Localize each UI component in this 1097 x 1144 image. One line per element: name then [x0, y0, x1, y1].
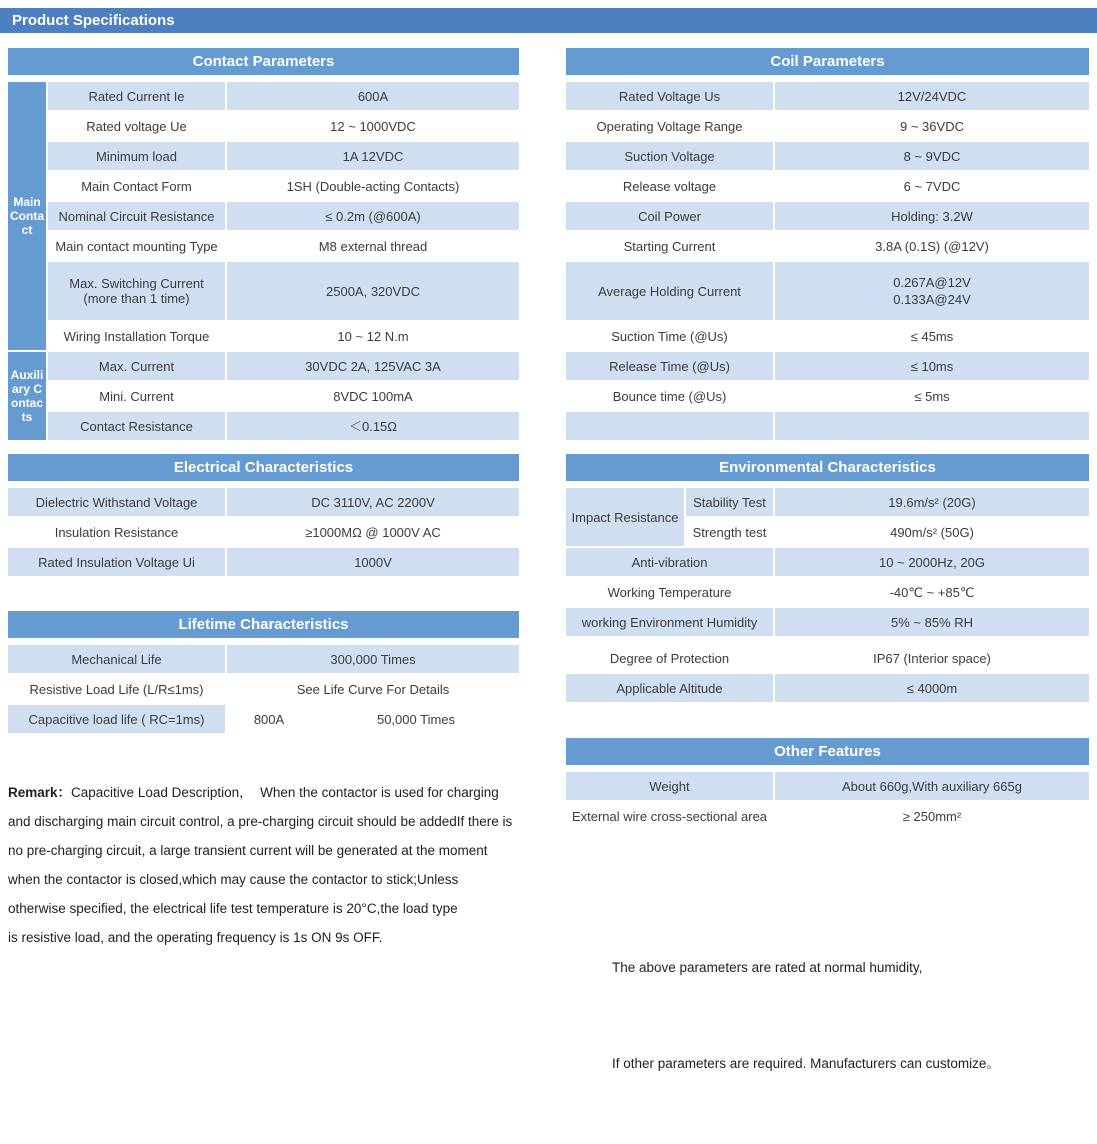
row-value: 1A 12VDC [227, 142, 519, 170]
row-label: Rated voltage Ue [86, 118, 187, 134]
coil-parameters-header: Coil Parameters [566, 48, 1089, 75]
row-value: ≤ 10ms [775, 352, 1089, 380]
footer-note-line1: The above parameters are rated at normal humidity, [612, 960, 923, 975]
row-label: Release voltage [622, 178, 717, 194]
row-value: 12V/24VDC [775, 82, 1089, 110]
row-value: 19.6m/s² (20G) [775, 488, 1089, 516]
row-value: 1000V [227, 548, 519, 576]
row-value: ≥ 250mm² [902, 808, 962, 824]
electrical-characteristics-table [8, 454, 519, 576]
row-value-empty [775, 412, 1089, 440]
lifetime-characteristics-grid [8, 645, 519, 733]
row-value-current: 800A [253, 711, 285, 727]
row-label: Mechanical Life [8, 645, 225, 673]
row-value: About 660g,With auxiliary 665g [775, 772, 1089, 800]
row-value: 490m/s² (50G) [890, 524, 974, 540]
row-label: Degree of Protection [609, 650, 730, 666]
other-features-grid [566, 772, 1089, 830]
row-value-line1: 0.267A@12V [893, 275, 971, 290]
row-value: ≤ 4000m [775, 674, 1089, 702]
row-label-empty [566, 412, 773, 440]
row-value: 8VDC 100mA [333, 388, 413, 404]
row-value: 10 ~ 2000Hz, 20G [775, 548, 1089, 576]
row-label: Mini. Current [99, 388, 174, 404]
row-value: 30VDC 2A, 125VAC 3A [227, 352, 519, 380]
coil-parameters-grid [566, 82, 1089, 440]
row-value: 3.8A (0.1S) (@12V) [875, 238, 989, 254]
row-label: Operating Voltage Range [596, 118, 743, 134]
row-label: Capacitive load life ( RC=1ms) [8, 705, 225, 733]
row-label: Dielectric Withstand Voltage [8, 488, 225, 516]
row-label: Rated Insulation Voltage Ui [8, 548, 225, 576]
other-features-table [566, 738, 1089, 830]
row-value: 10 ~ 12 N.m [337, 328, 409, 344]
row-label: Working Temperature [607, 584, 732, 600]
row-value: ≤ 5ms [914, 388, 950, 404]
electrical-characteristics-grid [8, 488, 519, 576]
row-value: See Life Curve For Details [296, 681, 450, 697]
row-label: Main Contact Form [81, 178, 192, 194]
footer-note [566, 888, 1089, 1144]
electrical-characteristics-header: Electrical Characteristics [8, 454, 519, 481]
remark-text: Capacitive Load Description， When the contactor is used for charging [71, 785, 499, 800]
row-label: Resistive Load Life (L/R≤1ms) [29, 681, 204, 697]
row-label: Coil Power [566, 202, 773, 230]
group-label-auxiliary-contacts: Auxiliary Contacts [8, 352, 46, 440]
row-value: 2500A, 320VDC [227, 262, 519, 320]
row-value: 5% ~ 85% RH [775, 608, 1089, 636]
environmental-characteristics-table [566, 454, 1089, 702]
row-label: Suction Time (@Us) [611, 328, 728, 344]
remark-line: no pre-charging circuit, a large transient current will be generated at the moment [8, 843, 488, 858]
page-title: Product Specifications [0, 8, 1097, 33]
row-label: Main contact mounting Type [55, 238, 218, 254]
impact-resistance-label: Impact Resistance [566, 488, 684, 546]
environmental-characteristics-header: Environmental Characteristics [566, 454, 1089, 481]
row-value: ≤ 0.2m (@600A) [227, 202, 519, 230]
row-value: 12 ~ 1000VDC [330, 118, 416, 134]
remark-line: and discharging main circuit control, a pre-charging circuit should be addedIf there is [8, 814, 513, 829]
row-value: Holding: 3.2W [775, 202, 1089, 230]
environmental-grid-bottom [566, 644, 1089, 702]
row-value: 6 ~ 7VDC [903, 178, 961, 194]
row-label: Applicable Altitude [566, 674, 773, 702]
right-column [566, 48, 1089, 1144]
row-label: Max. Current [48, 352, 225, 380]
row-label: Rated Voltage Us [566, 82, 773, 110]
row-label: Max. Switching Current (more than 1 time) [48, 262, 225, 320]
row-value: 600A [227, 82, 519, 110]
contact-parameters-table [8, 48, 519, 440]
row-value: 8 ~ 9VDC [775, 142, 1089, 170]
lifetime-characteristics-table [8, 611, 519, 733]
row-value: 9 ~ 36VDC [900, 118, 964, 134]
row-label: working Environment Humidity [566, 608, 773, 636]
left-column [8, 48, 519, 952]
row-sublabel: Stability Test [686, 488, 773, 516]
row-value: 1SH (Double-acting Contacts) [286, 178, 460, 194]
remark-line: otherwise specified, the electrical life test temperature is 20°C,the load type [8, 901, 458, 916]
remark-line: is resistive load, and the operating frequency is 1s ON 9s OFF. [8, 930, 383, 945]
group-label-main-contact: Main Contact [8, 82, 46, 350]
remark-line [8, 778, 519, 807]
row-label: Starting Current [623, 238, 716, 254]
remark-line: when the contactor is closed,which may cause the contactor to stick;Unless [8, 872, 459, 887]
row-value-line2: 0.133A@24V [893, 292, 971, 307]
lifetime-characteristics-header: Lifetime Characteristics [8, 611, 519, 638]
row-label: Rated Current Ie [48, 82, 225, 110]
coil-parameters-table [566, 48, 1089, 440]
row-label: Minimum load [48, 142, 225, 170]
row-label: External wire cross-sectional area [571, 808, 768, 824]
row-sublabel: Strength test [692, 524, 767, 540]
row-value: -40℃ ~ +85℃ [889, 584, 975, 600]
row-value-split [227, 705, 519, 733]
row-label: Bounce time (@Us) [612, 388, 727, 404]
row-value: M8 external thread [318, 238, 428, 254]
contact-parameters-header: Contact Parameters [8, 48, 519, 75]
row-value: 300,000 Times [227, 645, 519, 673]
other-features-header: Other Features [566, 738, 1089, 765]
contact-parameters-grid [8, 82, 519, 440]
row-value: ≤ 45ms [910, 328, 954, 344]
row-label: Insulation Resistance [54, 524, 179, 540]
row-label: Contact Resistance [48, 412, 225, 440]
row-value: IP67 (Interior space) [873, 650, 991, 666]
row-label: Release Time (@Us) [566, 352, 773, 380]
row-value: ＜0.15Ω [227, 412, 519, 440]
row-value: DC 3110V, AC 2200V [227, 488, 519, 516]
row-value-times: 50,000 Times [376, 711, 456, 727]
row-value: ≥1000MΩ @ 1000V AC [305, 524, 441, 540]
row-label: Nominal Circuit Resistance [48, 202, 225, 230]
row-label: Anti-vibration [566, 548, 773, 576]
footer-note-line2: If other parameters are required. Manufacturers can customize。 [612, 1056, 1000, 1071]
row-label: Wiring Installation Torque [63, 328, 210, 344]
row-label: Suction Voltage [566, 142, 773, 170]
row-label: Weight [566, 772, 773, 800]
row-value-multiline [775, 262, 1089, 320]
table-gap [566, 636, 1089, 644]
row-label: Average Holding Current [566, 262, 773, 320]
remark-paragraph [8, 778, 519, 952]
environmental-grid-top [566, 488, 1089, 636]
remark-label: Remark： [8, 785, 72, 800]
